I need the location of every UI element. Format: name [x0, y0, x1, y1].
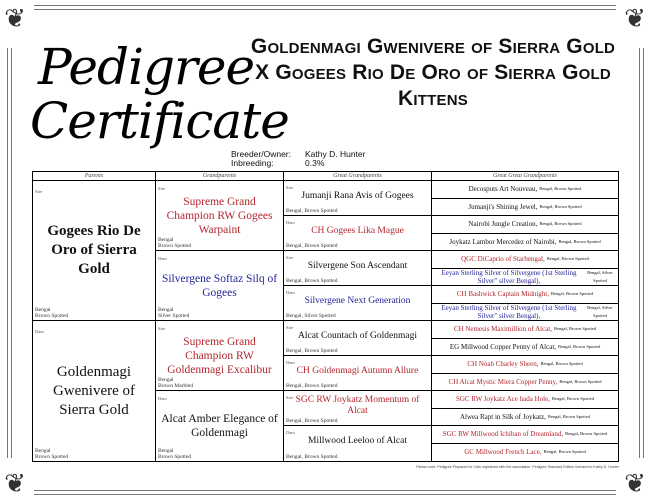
ancestor-name: Silvergene Next Generation — [304, 295, 411, 306]
sire-dam-label: Dam — [286, 290, 295, 295]
breed-info: Bengal, Brown Spotted — [565, 431, 608, 437]
ancestor-name: Alwea Rapt in Silk of Joykatz, — [459, 412, 546, 421]
breeder-value: Kathy D. Hunter — [305, 149, 366, 159]
ancestor-name: SGC RW Joykatz Momentum of Alcat — [295, 395, 420, 416]
inbreeding-label: Inbreeding: — [231, 158, 274, 168]
ancestor-name: EG Millwood Copper Penny of Alcat, — [449, 342, 557, 351]
breed-info: Bengal, Brown Spotted — [558, 343, 601, 349]
sire-dam-label: Sire — [158, 326, 166, 331]
breed-info: Bengal, Brown Spotted — [559, 378, 602, 384]
pedigree-cell — [156, 181, 284, 251]
sire-dam-label: Sire — [286, 325, 294, 330]
breed-info: Bengal, Brown Spotted — [546, 256, 589, 262]
frame-top — [34, 5, 616, 10]
breed-info: Bengal, Brown Spotted — [551, 396, 595, 402]
breed-info: Bengal, Brown Spotted — [286, 383, 338, 389]
coat-color: Brown Spotted — [158, 243, 192, 249]
breed-info — [35, 448, 68, 460]
ancestor-name: SGC RW Joykatz Ace hada Hole, — [455, 395, 550, 404]
sire-dam-label: Dam — [158, 396, 167, 401]
sire-dam-label: Dam — [35, 329, 44, 334]
pedigree-cell — [284, 321, 432, 356]
pedigree-cell — [432, 374, 618, 392]
pedigree-table — [32, 171, 619, 462]
frame-left — [7, 48, 12, 458]
pedigree-cell — [284, 216, 432, 251]
ancestor-name: Silvergene Son Ascendant — [307, 260, 408, 271]
corner-ornament-icon: ❦ — [624, 4, 646, 33]
breed-info — [158, 448, 191, 460]
coat-color: Brown Spotted — [35, 454, 69, 460]
breed-info: Bengal, Brown Spotted — [539, 203, 582, 209]
column-header: Parents — [33, 172, 156, 181]
ancestor-name: CH Nemesis Maximillion of Alcat, — [453, 325, 553, 334]
sire-dam-label: Dam — [286, 360, 295, 365]
ancestor-name: Jumanji Rana Avis of Gogees — [301, 190, 414, 201]
breed-info: Bengal, Brown Spotted — [286, 278, 338, 284]
breed-info — [158, 307, 189, 319]
frame-right — [639, 48, 644, 458]
breed-info — [158, 377, 193, 389]
breed-info: Bengal, Brown Spotted — [286, 208, 338, 214]
breeder-label: Breeder/Owner: — [231, 149, 291, 159]
ancestor-name: GC Millwood French Lace, — [464, 448, 542, 457]
certificate-script-line2: Certificate — [30, 92, 289, 150]
breed-info: Bengal, Silver Spotted — [587, 269, 613, 283]
breed: Bengal — [35, 307, 51, 313]
frame-bottom — [34, 490, 616, 495]
breed-info: Bengal, Brown Spotted — [558, 238, 601, 244]
ancestor-name: Millwood Leeloo of Alcat — [308, 436, 407, 446]
breed-info: Bengal, Brown Spotted — [539, 186, 582, 192]
corner-ornament-icon: ❦ — [4, 469, 26, 498]
inbreeding-value: 0.3% — [305, 158, 325, 168]
pedigree-cell — [284, 426, 432, 461]
sire-dam-label: Sire — [286, 395, 294, 400]
pedigree-cell — [432, 286, 618, 304]
pedigree-cell — [432, 181, 618, 199]
ancestor-name: Alcat Countach of Goldenmagi — [298, 330, 417, 341]
sire-dam-label: Sire — [35, 189, 43, 194]
sire-dam-label: Sire — [158, 186, 166, 191]
sire-dam-label: Dam — [286, 220, 295, 225]
breed: Bengal — [35, 448, 51, 454]
ancestor-name: CH Alcat Mystic Miera Copper Penny, — [448, 377, 558, 386]
pedigree-cell — [432, 409, 618, 427]
pedigree-cell — [432, 234, 618, 252]
sire-dam-label: Sire — [286, 255, 294, 260]
breed-info: Bengal, Brown Spotted — [539, 221, 582, 227]
ancestor-name: CH Goldenmagi Autumn Allure — [296, 365, 419, 376]
pedigree-cell — [432, 426, 618, 444]
column-header: Grandparents — [156, 172, 284, 181]
breed-info: Bengal, Brown Spotted — [551, 291, 594, 297]
pedigree-cell — [432, 444, 618, 462]
footer-note: Please note: Pedigree Prepared for Cats registered with the association. Pedigree Standard Edition licensed to Kathy D. Hunter — [416, 465, 619, 469]
pedigree-cell — [284, 181, 432, 216]
coat-color: Silver Spotted — [158, 313, 190, 319]
pedigree-cell — [432, 251, 618, 269]
pedigree-cell — [432, 304, 618, 322]
certificate-script-line1: Pedigree — [38, 38, 255, 96]
pedigree-cell — [432, 321, 618, 339]
pedigree-cell — [156, 251, 284, 321]
sire-dam-label: Dam — [286, 430, 295, 435]
ancestor-name: Decosputs Art Nouveau, — [468, 185, 538, 194]
coat-color: Brown Spotted — [158, 454, 192, 460]
breed-info: Bengal, Brown Spotted — [554, 326, 597, 332]
pedigree-cell — [156, 321, 284, 391]
corner-ornament-icon: ❦ — [624, 469, 646, 498]
breed-info: Bengal, Brown Spotted — [286, 243, 338, 249]
breed-info: Bengal, Brown Spotted — [286, 418, 338, 424]
breed: Bengal — [158, 237, 174, 243]
breed-info — [158, 237, 191, 249]
breed-info: Bengal, Brown Spotted — [286, 348, 338, 354]
breed-info: Bengal, Brown Spotted — [547, 413, 591, 419]
breed-info: Bengal, Brown Spotted — [286, 454, 338, 460]
pedigree-cell — [284, 356, 432, 391]
breed: Bengal — [158, 377, 174, 383]
pedigree-cell — [432, 269, 618, 287]
pedigree-cell — [33, 321, 156, 461]
ancestor-name: Gogees Rio De Oro of Sierra Gold — [47, 223, 141, 277]
pedigree-cell — [284, 391, 432, 426]
pedigree-cell — [432, 391, 618, 409]
column-header: Great Great Grandparents — [432, 172, 618, 181]
ancestor-name: Joykatz Lambor Mercedez of Nairobi, — [449, 237, 557, 246]
pedigree-cell — [33, 181, 156, 321]
ancestor-name: Eeyan Sterling Silver of Silvergene (1st Sterling Silver" silver Bengal), — [441, 303, 577, 320]
page-title: Goldenmagi Gwenivere of Sierra Gold X Gogees Rio De Oro of Sierra Gold Kittens — [250, 35, 616, 110]
pedigree-cell — [432, 339, 618, 357]
breed-info: Bengal, Brown Spotted — [540, 361, 583, 367]
breed-info: Bengal, Silver Spotted — [587, 304, 613, 318]
pedigree-cell — [284, 286, 432, 321]
pedigree-cell — [156, 391, 284, 461]
breed-info: Bengal, Silver Spotted — [286, 313, 336, 319]
breed-info — [35, 307, 68, 319]
ancestor-name: Nairobi Jungle Creation, — [468, 220, 538, 229]
ancestor-name: Alcat Amber Elegance of Goldenmagi — [161, 413, 278, 439]
pedigree-cell — [432, 356, 618, 374]
ancestor-name: CH Noah Charley Sheen, — [467, 360, 539, 369]
corner-ornament-icon: ❦ — [4, 4, 26, 33]
column-header: Great Grandparents — [284, 172, 432, 181]
ancestor-name: CH Bashwick Captain Midnight, — [456, 290, 550, 299]
breed-info: Bengal, Brown Spotted — [543, 449, 586, 455]
breed: Bengal — [158, 307, 174, 313]
coat-color: Brown Spotted — [35, 313, 69, 319]
sire-dam-label: Dam — [158, 256, 167, 261]
pedigree-cell — [432, 216, 618, 234]
ancestor-name: Silvergene Softaz Silq of Gogees — [161, 272, 278, 299]
breed: Bengal — [158, 448, 174, 454]
ancestor-name: Eeyan Sterling Silver of Silvergene (1st Sterling Silver" silver Bengal), — [441, 268, 577, 285]
ancestor-name: QGC DiCaprio of Starbengal, — [461, 255, 545, 264]
ancestor-name: Supreme Grand Champion RW Gogees Warpaint — [166, 195, 273, 236]
ancestor-name: SGC RW Millwood Ichiban of Dreamland, — [442, 430, 564, 439]
ancestor-name: Supreme Grand Champion RW Goldenmagi Excalibur — [167, 335, 272, 376]
pedigree-cell — [432, 199, 618, 217]
ancestor-name: Jumanji's Shining Jewel, — [468, 202, 538, 211]
coat-color: Brown Marbled — [158, 383, 193, 389]
pedigree-cell — [284, 251, 432, 286]
ancestor-name: Goldenmagi Gwenivere of Sierra Gold — [52, 363, 136, 418]
ancestor-name: CH Gogees Lika Mague — [311, 225, 404, 236]
sire-dam-label: Sire — [286, 185, 294, 190]
